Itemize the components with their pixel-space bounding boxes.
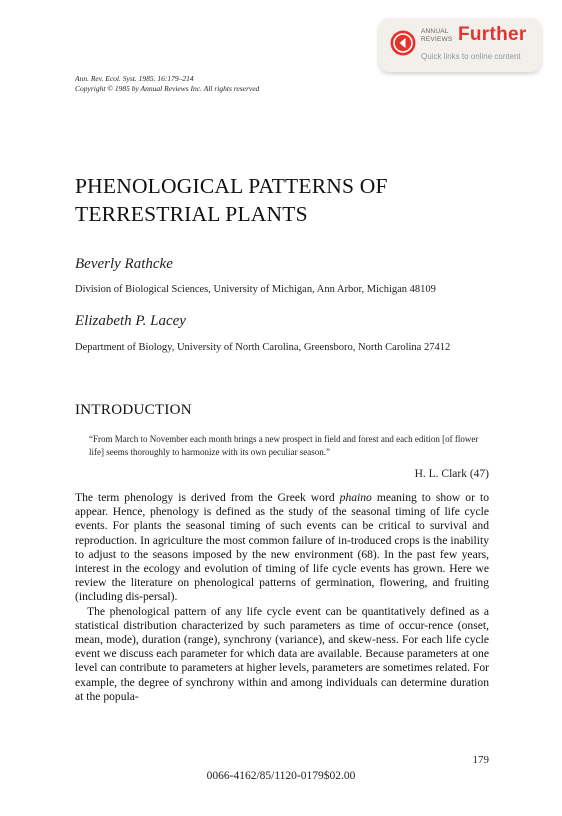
paragraph-2: The phenological pattern of any life cycle event can be quantitatively defined as a statistical distribution characterized by such parameters as time of occur-rence (onset, mean, mode), duration (range), synchrony (variance), and skew-ness. For each life cycle event we discuss each parameter for which data are available. Because parameters at one level can contribute to parameters at higher levels, parameters are sometimes related. For example, the degree of synchrony within and among individuals can determine duration at the popula- (75, 604, 489, 703)
badge-further-label: Further (458, 24, 527, 45)
badge-annual-reviews-label: ANNUAL REVIEWS (421, 28, 453, 43)
author-name-1: Beverly Rathcke (75, 256, 173, 272)
badge-subtitle: Quick links to online content (421, 52, 521, 61)
page-number: 179 (472, 754, 489, 766)
section-heading: INTRODUCTION (75, 402, 192, 418)
play-arrow-icon (390, 30, 416, 56)
article-title: PHENOLOGICAL PATTERNS OF TERRESTRIAL PLANTS (75, 174, 388, 226)
author-name-2: Elizabeth P. Lacey (75, 313, 186, 329)
article-code: 0066-4162/85/1120-0179$02.00 (206, 770, 356, 782)
paragraph-1: The term phenology is derived from the Greek word phaino meaning to show or to appear. Hence, phenology is defined as the study of the seasonal timing of life cycle events. For plants the seasonal timing of such events can be critical to survival and reproduction. In agriculture the most common failure of in-troduced crops is the inability to adjust to the seasons imposed by the new environment (68). In the past few years, interest in the ecology and evolution of timing of life cycle events has grown. Here we review the literature on phenological patterns of germination, flowering, and fruiting (including dis-persal). (75, 491, 489, 604)
author-affiliation-2: Department of Biology, University of North Carolina, Greensboro, North Carolina 27412 (75, 342, 451, 353)
citation-line: Ann. Rev. Ecol. Syst. 1985. 16:179–214 (75, 74, 194, 83)
copyright-line: Copyright © 1985 by Annual Reviews Inc. All rights reserved (75, 84, 260, 93)
body-text (75, 491, 489, 704)
annual-reviews-further-badge[interactable] (379, 18, 541, 72)
epigraph-attribution: H. L. Clark (47) (414, 468, 489, 480)
author-affiliation-1: Division of Biological Sciences, University of Michigan, Ann Arbor, Michigan 48109 (75, 284, 436, 295)
epigraph-quote: “From March to November each month brings a new prospect in field and forest and each edition [of flower life] seems thoroughly to harmonize with its own peculiar season.” (89, 434, 479, 457)
journal-citation (75, 74, 259, 94)
